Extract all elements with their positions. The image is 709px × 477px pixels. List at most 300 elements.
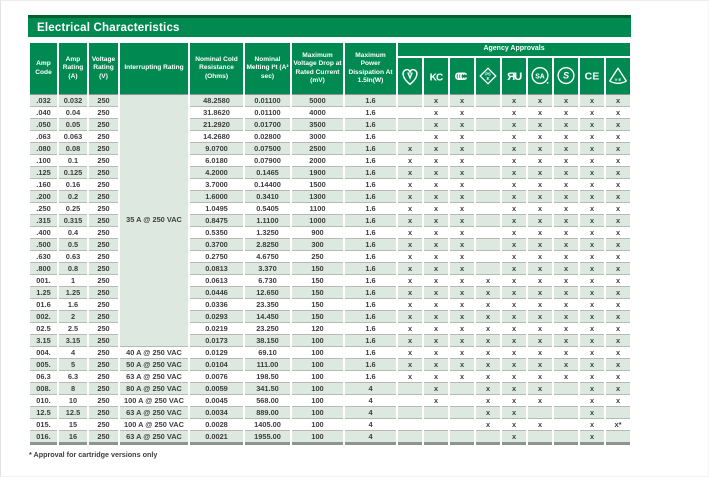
amp-code-cell: 1.25 (30, 287, 57, 299)
approval-ul-recognized-mark-cell: x (502, 371, 526, 383)
cold-resistance-cell: 1.0495 (190, 203, 243, 215)
approval-bsi-kitemark-cell: x (398, 323, 422, 335)
approval-ce-mark-cell: x (580, 335, 604, 347)
approval-vde-mark-cell: x (606, 359, 630, 371)
cold-resistance-cell: 0.0076 (190, 371, 243, 383)
approval-ul-recognized-mark-cell: x (502, 143, 526, 155)
voltage-rating-cell: 250 (89, 143, 118, 155)
table-row (30, 419, 630, 431)
approval-pse-diamond-mark-cell: x (476, 383, 500, 395)
approval-ul-recognized-mark-cell: x (502, 323, 526, 335)
table-row (30, 359, 630, 371)
approval-kc-mark-cell: x (424, 107, 448, 119)
approval-csa-mark-cell: x (528, 131, 552, 143)
voltage-rating-cell: 250 (89, 95, 118, 107)
approval-bsi-kitemark-cell (398, 95, 422, 107)
voltage-rating-cell: 250 (89, 167, 118, 179)
cold-resistance-cell: 0.0021 (190, 431, 243, 445)
approval-vde-mark-cell: x (606, 191, 630, 203)
approval-ccc-mark-cell (450, 407, 474, 419)
approval-csa-mark-cell: x (528, 119, 552, 131)
approval-kc-mark-cell: x (424, 179, 448, 191)
amp-rating-cell: 0.315 (59, 215, 87, 227)
interrupting-rating-cell: 63 A @ 250 VAC (120, 407, 188, 419)
approval-ce-mark-cell: x (580, 167, 604, 179)
voltage-drop-cell: 100 (292, 419, 343, 431)
power-dissipation-cell: 1.6 (345, 107, 396, 119)
approval-csa-mark-cell: x (528, 299, 552, 311)
interrupting-rating-cell: 63 A @ 250 VAC (120, 431, 188, 445)
approval-vde-mark-cell: x (606, 227, 630, 239)
approval-ce-mark-cell: x (580, 323, 604, 335)
voltage-drop-cell: 1000 (292, 215, 343, 227)
amp-code-cell: .800 (30, 263, 57, 275)
svg-text:ЯU: ЯU (507, 71, 521, 84)
approval-csa-mark-cell: x (528, 179, 552, 191)
approval-bsi-kitemark-cell (398, 107, 422, 119)
approval-pse-diamond-mark-cell: x (476, 359, 500, 371)
amp-rating-cell: 0.08 (59, 143, 87, 155)
voltage-drop-cell: 100 (292, 407, 343, 419)
approval-bsi-kitemark-cell: x (398, 335, 422, 347)
amp-code-cell: 005. (30, 359, 57, 371)
approval-kc-mark-cell: x (424, 167, 448, 179)
amp-code-cell: .100 (30, 155, 57, 167)
melting-i2t-cell: 341.50 (245, 383, 290, 395)
amp-rating-cell: 0.4 (59, 227, 87, 239)
voltage-rating-cell: 250 (89, 107, 118, 119)
approval-vde-mark-cell: x (606, 95, 630, 107)
interrupting-rating-merged-cell: 35 A @ 250 VAC (120, 95, 188, 347)
approval-bsi-kitemark-cell: x (398, 227, 422, 239)
footnote: * Approval for cartridge versions only (29, 450, 158, 459)
table-row (30, 407, 630, 419)
cold-resistance-cell: 0.2750 (190, 251, 243, 263)
approval-ce-mark-cell: x (580, 371, 604, 383)
approval-ul-recognized-mark-cell: x (502, 119, 526, 131)
approval-pse-diamond-mark-cell (476, 143, 500, 155)
amp-rating-cell: 0.05 (59, 119, 87, 131)
approval-ce-mark-cell: x (580, 155, 604, 167)
header-melting-i2t: Nominal Melting I²t (A² sec) (245, 43, 290, 95)
power-dissipation-cell: 1.6 (345, 215, 396, 227)
cold-resistance-cell: 0.0336 (190, 299, 243, 311)
cold-resistance-cell: 4.2000 (190, 167, 243, 179)
voltage-rating-cell: 250 (89, 131, 118, 143)
approval-ce-mark-cell: x (580, 347, 604, 359)
header-agency-approvals: Agency Approvals (398, 43, 630, 58)
approval-ce-mark-cell: x (580, 275, 604, 287)
approval-ccc-mark-cell: x (450, 179, 474, 191)
voltage-drop-cell: 4000 (292, 107, 343, 119)
svg-text:S: S (562, 70, 570, 81)
approval-ul-recognized-mark-cell: x (502, 107, 526, 119)
power-dissipation-cell: 4 (345, 419, 396, 431)
cold-resistance-cell: 9.0700 (190, 143, 243, 155)
approval-csa-mark-cell: x (528, 263, 552, 275)
approval-csa-mark-cell: x (528, 419, 552, 431)
approval-vde-mark-cell: x* (606, 419, 630, 431)
approval-semko-s-mark-cell: x (554, 239, 578, 251)
approval-pse-diamond-mark-cell (476, 155, 500, 167)
bsi-kitemark-icon (398, 58, 422, 95)
amp-code-cell: 01.6 (30, 299, 57, 311)
approval-csa-mark-cell: x (528, 395, 552, 407)
amp-code-cell: .315 (30, 215, 57, 227)
amp-rating-cell: 0.5 (59, 239, 87, 251)
approval-pse-diamond-mark-cell: x (476, 287, 500, 299)
approval-ce-mark-cell: x (580, 359, 604, 371)
amp-rating-cell: 2.5 (59, 323, 87, 335)
ul-recognized-mark-icon (502, 58, 526, 95)
svg-text:V·E: V·E (614, 76, 622, 82)
table-row (30, 371, 630, 383)
approval-csa-mark-cell (528, 431, 552, 445)
melting-i2t-cell: 1.1100 (245, 215, 290, 227)
semko-s-mark-icon (554, 58, 578, 95)
power-dissipation-cell: 1.6 (345, 239, 396, 251)
table-row (30, 395, 630, 407)
amp-rating-cell: 15 (59, 419, 87, 431)
header-power-dissipation: Maximum Power Dissipation At 1.5In(W) (345, 43, 396, 95)
cold-resistance-cell: 0.0028 (190, 419, 243, 431)
approval-ccc-mark-cell: x (450, 335, 474, 347)
voltage-drop-cell: 100 (292, 395, 343, 407)
approval-kc-mark-cell: x (424, 263, 448, 275)
approval-semko-s-mark-cell: x (554, 131, 578, 143)
approval-vde-mark-cell: x (606, 323, 630, 335)
amp-rating-cell: 0.63 (59, 251, 87, 263)
amp-rating-cell: 12.5 (59, 407, 87, 419)
melting-i2t-cell: 38.150 (245, 335, 290, 347)
approval-bsi-kitemark-cell: x (398, 347, 422, 359)
amp-code-cell: .250 (30, 203, 57, 215)
melting-i2t-cell: 0.01700 (245, 119, 290, 131)
melting-i2t-cell: 568.00 (245, 395, 290, 407)
approval-vde-mark-cell: x (606, 383, 630, 395)
approval-kc-mark-cell (424, 431, 448, 445)
power-dissipation-cell: 1.6 (345, 191, 396, 203)
amp-code-cell: .160 (30, 179, 57, 191)
approval-kc-mark-cell: x (424, 227, 448, 239)
amp-code-cell: 015. (30, 419, 57, 431)
approval-ccc-mark-cell: x (450, 167, 474, 179)
approval-bsi-kitemark-cell: x (398, 239, 422, 251)
svg-text:E: E (486, 76, 490, 82)
approval-csa-mark-cell: x (528, 227, 552, 239)
approval-ccc-mark-cell: x (450, 275, 474, 287)
voltage-rating-cell: 250 (89, 239, 118, 251)
amp-code-cell: 008. (30, 383, 57, 395)
approval-ccc-mark-cell: x (450, 251, 474, 263)
approval-semko-s-mark-cell (554, 395, 578, 407)
approval-kc-mark-cell: x (424, 347, 448, 359)
approval-vde-mark-cell: x (606, 119, 630, 131)
power-dissipation-cell: 1.6 (345, 347, 396, 359)
approval-csa-mark-cell: x (528, 311, 552, 323)
approval-pse-diamond-mark-cell: x (476, 419, 500, 431)
pse-diamond-mark-icon (476, 58, 500, 95)
approval-bsi-kitemark-cell (398, 419, 422, 431)
approval-pse-diamond-mark-cell: x (476, 335, 500, 347)
approval-bsi-kitemark-cell: x (398, 275, 422, 287)
header-amp-code: Amp Code (30, 43, 57, 95)
approval-vde-mark-cell: x (606, 167, 630, 179)
melting-i2t-cell: 3.370 (245, 263, 290, 275)
approval-vde-mark-cell (606, 407, 630, 419)
approval-bsi-kitemark-cell: x (398, 179, 422, 191)
approval-kc-mark-cell: x (424, 287, 448, 299)
approval-ce-mark-cell: x (580, 203, 604, 215)
approval-pse-diamond-mark-cell: x (476, 299, 500, 311)
amp-code-cell: 3.15 (30, 335, 57, 347)
amp-code-cell: 010. (30, 395, 57, 407)
amp-rating-cell: 5 (59, 359, 87, 371)
amp-code-cell: 002. (30, 311, 57, 323)
voltage-rating-cell: 250 (89, 335, 118, 347)
section-title-bar (28, 15, 631, 37)
approval-vde-mark-cell: x (606, 251, 630, 263)
approval-pse-diamond-mark-cell (476, 215, 500, 227)
voltage-rating-cell: 250 (89, 215, 118, 227)
approval-vde-mark-cell: x (606, 287, 630, 299)
interrupting-rating-cell: 50 A @ 250 VAC (120, 359, 188, 371)
amp-code-cell: .032 (30, 95, 57, 107)
amp-rating-cell: 0.1 (59, 155, 87, 167)
amp-code-cell: .500 (30, 239, 57, 251)
approval-ul-recognized-mark-cell: x (502, 131, 526, 143)
amp-code-cell: .080 (30, 143, 57, 155)
approval-ccc-mark-cell: x (450, 203, 474, 215)
approval-semko-s-mark-cell: x (554, 347, 578, 359)
voltage-rating-cell: 250 (89, 431, 118, 445)
approval-kc-mark-cell: x (424, 191, 448, 203)
cold-resistance-cell: 1.6000 (190, 191, 243, 203)
approval-kc-mark-cell: x (424, 251, 448, 263)
approval-csa-mark-cell: x (528, 251, 552, 263)
approval-bsi-kitemark-cell (398, 431, 422, 445)
approval-bsi-kitemark-cell (398, 131, 422, 143)
cold-resistance-cell: 0.0293 (190, 311, 243, 323)
approval-pse-diamond-mark-cell (476, 131, 500, 143)
approval-kc-mark-cell: x (424, 131, 448, 143)
header-amp-rating: Amp Rating (A) (59, 43, 87, 95)
ce-mark-icon (580, 58, 604, 95)
approval-vde-mark-cell: x (606, 203, 630, 215)
approval-vde-mark-cell: x (606, 371, 630, 383)
electrical-characteristics-table (28, 43, 632, 445)
approval-ul-recognized-mark-cell: x (502, 167, 526, 179)
approval-ul-recognized-mark-cell: x (502, 407, 526, 419)
approval-ce-mark-cell: x (580, 407, 604, 419)
melting-i2t-cell: 2.8250 (245, 239, 290, 251)
cold-resistance-cell: 0.0813 (190, 263, 243, 275)
table-header (30, 43, 630, 95)
approval-ul-recognized-mark-cell: x (502, 155, 526, 167)
approval-pse-diamond-mark-cell: x (476, 347, 500, 359)
amp-code-cell: 02.5 (30, 323, 57, 335)
interrupting-rating-cell: 63 A @ 250 VAC (120, 371, 188, 383)
approval-semko-s-mark-cell (554, 383, 578, 395)
approval-ccc-mark-cell: x (450, 191, 474, 203)
approval-semko-s-mark-cell: x (554, 179, 578, 191)
approval-csa-mark-cell: x (528, 191, 552, 203)
approval-semko-s-mark-cell: x (554, 335, 578, 347)
approval-vde-mark-cell (606, 431, 630, 445)
voltage-drop-cell: 1900 (292, 167, 343, 179)
approval-ccc-mark-cell: x (450, 359, 474, 371)
melting-i2t-cell: 4.6750 (245, 251, 290, 263)
approval-ccc-mark-cell: x (450, 299, 474, 311)
approval-ccc-mark-cell (450, 431, 474, 445)
amp-rating-cell: 1 (59, 275, 87, 287)
approval-kc-mark-cell: x (424, 359, 448, 371)
approval-kc-mark-cell: x (424, 275, 448, 287)
cold-resistance-cell: 3.7000 (190, 179, 243, 191)
approval-ul-recognized-mark-cell: x (502, 287, 526, 299)
approval-ul-recognized-mark-cell: x (502, 359, 526, 371)
melting-i2t-cell: 111.00 (245, 359, 290, 371)
section-title: Electrical Characteristics (37, 21, 180, 34)
voltage-drop-cell: 100 (292, 383, 343, 395)
approval-ce-mark-cell: x (580, 263, 604, 275)
voltage-rating-cell: 250 (89, 227, 118, 239)
approval-ccc-mark-cell: x (450, 131, 474, 143)
approval-csa-mark-cell: x (528, 215, 552, 227)
approval-ul-recognized-mark-cell: x (502, 275, 526, 287)
table-row (30, 431, 630, 445)
amp-code-cell: 12.5 (30, 407, 57, 419)
approval-bsi-kitemark-cell: x (398, 203, 422, 215)
svg-text:K C: K C (429, 72, 443, 84)
approval-ce-mark-cell: x (580, 419, 604, 431)
melting-i2t-cell: 0.07900 (245, 155, 290, 167)
approval-ul-recognized-mark-cell: x (502, 263, 526, 275)
approval-kc-mark-cell: x (424, 215, 448, 227)
power-dissipation-cell: 1.6 (345, 203, 396, 215)
approval-bsi-kitemark-cell: x (398, 359, 422, 371)
amp-rating-cell: 1.25 (59, 287, 87, 299)
voltage-rating-cell: 250 (89, 323, 118, 335)
approval-ul-recognized-mark-cell: x (502, 227, 526, 239)
power-dissipation-cell: 1.6 (345, 251, 396, 263)
approval-ul-recognized-mark-cell: x (502, 335, 526, 347)
approval-ul-recognized-mark-cell: x (502, 251, 526, 263)
approval-vde-mark-cell: x (606, 275, 630, 287)
voltage-rating-cell: 250 (89, 179, 118, 191)
approval-csa-mark-cell: x (528, 155, 552, 167)
approval-kc-mark-cell: x (424, 95, 448, 107)
approval-ccc-mark-cell: x (450, 263, 474, 275)
approval-ccc-mark-cell: x (450, 371, 474, 383)
approval-csa-mark-cell: x (528, 107, 552, 119)
vde-mark-icon (606, 58, 630, 95)
approval-ce-mark-cell: x (580, 299, 604, 311)
amp-rating-cell: 8 (59, 383, 87, 395)
approval-bsi-kitemark-cell: x (398, 143, 422, 155)
amp-rating-cell: 2 (59, 311, 87, 323)
approval-ccc-mark-cell: x (450, 119, 474, 131)
approval-ccc-mark-cell: x (450, 323, 474, 335)
approval-semko-s-mark-cell: x (554, 311, 578, 323)
approval-ce-mark-cell: x (580, 107, 604, 119)
voltage-rating-cell: 250 (89, 371, 118, 383)
melting-i2t-cell: 889.00 (245, 407, 290, 419)
approval-ce-mark-cell: x (580, 311, 604, 323)
cold-resistance-cell: 0.5350 (190, 227, 243, 239)
amp-rating-cell: 1.6 (59, 299, 87, 311)
svg-text:CCC: CCC (454, 71, 463, 84)
voltage-rating-cell: 250 (89, 287, 118, 299)
approval-pse-diamond-mark-cell (476, 107, 500, 119)
approval-kc-mark-cell: x (424, 143, 448, 155)
amp-rating-cell: 0.2 (59, 191, 87, 203)
power-dissipation-cell: 1.6 (345, 299, 396, 311)
approval-bsi-kitemark-cell (398, 407, 422, 419)
voltage-drop-cell: 1300 (292, 191, 343, 203)
approval-pse-diamond-mark-cell (476, 203, 500, 215)
power-dissipation-cell: 1.6 (345, 371, 396, 383)
approval-ul-recognized-mark-cell: x (502, 383, 526, 395)
amp-code-cell: 001. (30, 275, 57, 287)
voltage-drop-cell: 150 (292, 287, 343, 299)
approval-semko-s-mark-cell: x (554, 323, 578, 335)
voltage-rating-cell: 250 (89, 263, 118, 275)
approval-semko-s-mark-cell: x (554, 155, 578, 167)
approval-bsi-kitemark-cell: x (398, 287, 422, 299)
melting-i2t-cell: 1405.00 (245, 419, 290, 431)
melting-i2t-cell: 0.01100 (245, 107, 290, 119)
approval-vde-mark-cell: x (606, 347, 630, 359)
approval-csa-mark-cell: x (528, 203, 552, 215)
approval-ccc-mark-cell (450, 419, 474, 431)
approval-kc-mark-cell: x (424, 119, 448, 131)
approval-ce-mark-cell: x (580, 119, 604, 131)
table-row (30, 95, 630, 107)
power-dissipation-cell: 4 (345, 395, 396, 407)
approval-pse-diamond-mark-cell (476, 191, 500, 203)
cold-resistance-cell: 14.2680 (190, 131, 243, 143)
approval-vde-mark-cell: x (606, 335, 630, 347)
amp-rating-cell: 3.15 (59, 335, 87, 347)
approval-pse-diamond-mark-cell (476, 431, 500, 445)
approval-vde-mark-cell: x (606, 263, 630, 275)
amp-code-cell: .200 (30, 191, 57, 203)
voltage-drop-cell: 100 (292, 359, 343, 371)
approval-ul-recognized-mark-cell: x (502, 95, 526, 107)
approval-ce-mark-cell: x (580, 383, 604, 395)
approval-semko-s-mark-cell: x (554, 371, 578, 383)
approval-ccc-mark-cell (450, 383, 474, 395)
approval-csa-mark-cell (528, 407, 552, 419)
voltage-drop-cell: 1500 (292, 179, 343, 191)
approval-csa-mark-cell: x (528, 323, 552, 335)
amp-code-cell: .125 (30, 167, 57, 179)
approval-ul-recognized-mark-cell: x (502, 419, 526, 431)
voltage-rating-cell: 250 (89, 119, 118, 131)
amp-rating-cell: 10 (59, 395, 87, 407)
melting-i2t-cell: 1.3250 (245, 227, 290, 239)
voltage-rating-cell: 250 (89, 395, 118, 407)
approval-semko-s-mark-cell: x (554, 203, 578, 215)
voltage-drop-cell: 100 (292, 335, 343, 347)
approval-ul-recognized-mark-cell: x (502, 395, 526, 407)
approval-semko-s-mark-cell: x (554, 167, 578, 179)
voltage-drop-cell: 3500 (292, 119, 343, 131)
approval-ce-mark-cell: x (580, 431, 604, 445)
approval-ccc-mark-cell: x (450, 107, 474, 119)
melting-i2t-cell: 198.50 (245, 371, 290, 383)
